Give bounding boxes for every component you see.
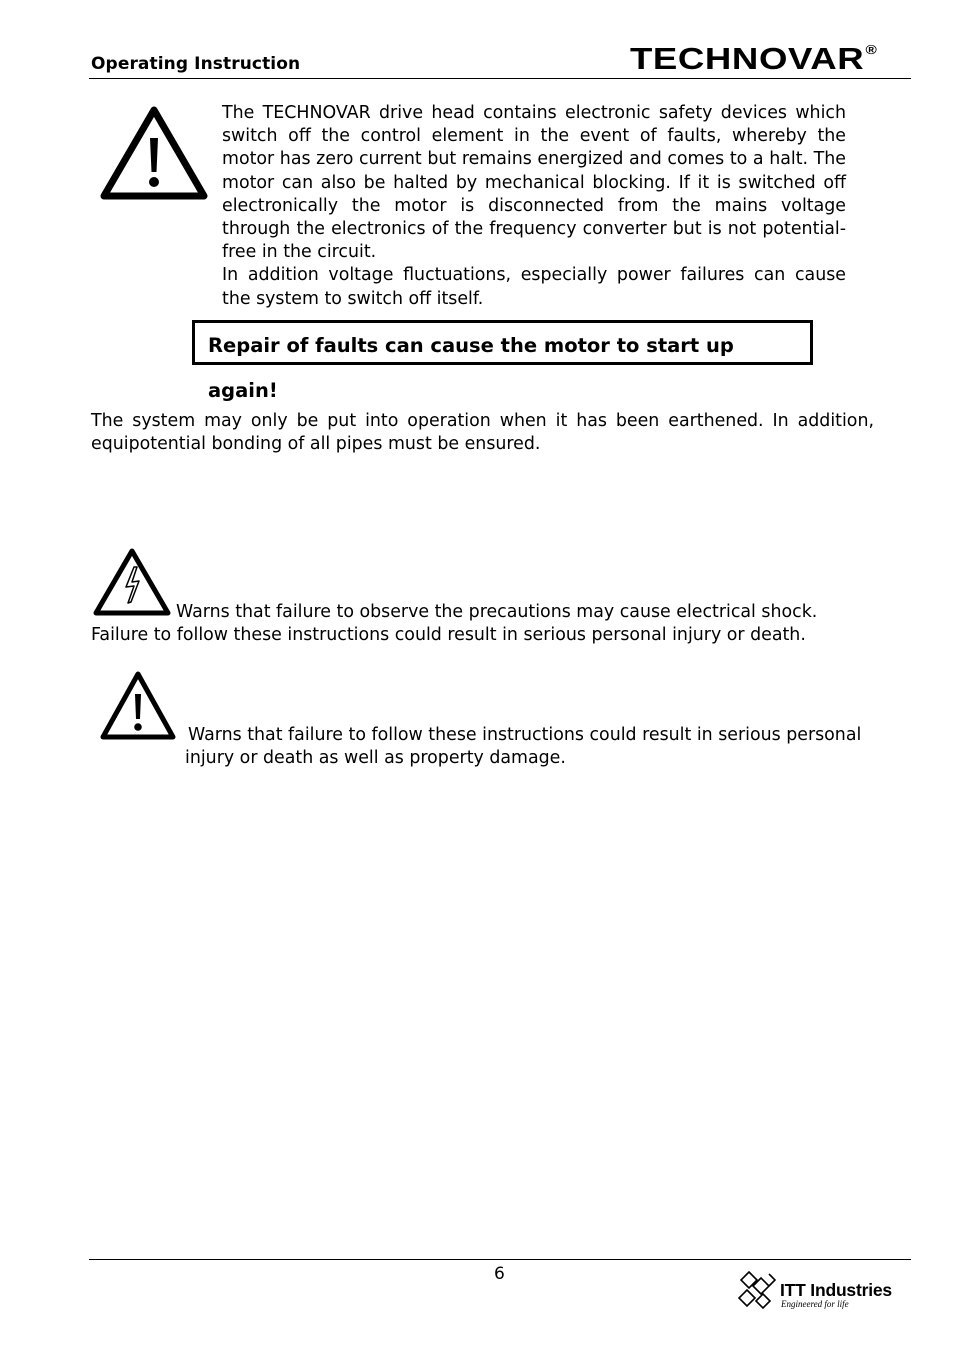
electrical-warning-line-1: Warns that failure to observe the precautions may cause electrical shock. (176, 602, 818, 622)
warning-text (222, 102, 846, 311)
registered-mark: ® (865, 41, 878, 57)
company-tagline: Engineered for life (781, 1299, 849, 1309)
restart-notice-box: Repair of faults can cause the motor to start up again! (192, 320, 813, 365)
page-number: 6 (494, 1264, 505, 1284)
general-warning-line-2: injury or death as well as property damage. (185, 748, 566, 768)
earthing-paragraph: The system may only be put into operation when it has been earthened. In addition, equipotential bonding of all pipes must be ensured. (91, 411, 874, 455)
general-warning-line-1: Warns that failure to follow these instructions could result in serious personal (188, 725, 862, 745)
electrical-warning-line-2: Failure to follow these instructions could result in serious personal injury or death. (91, 625, 806, 645)
brand-logo (630, 41, 877, 77)
electrical-hazard-icon (92, 547, 172, 617)
warning-paragraph-1: The TECHNOVAR drive head contains electronic safety devices which switch off the control element in the event of faults, whereby the motor has zero current but remains energized and comes to a halt. The motor can also be halted by mechanical blocking. If it is switched off electronically the motor is disconnected from the mains voltage through the electronics of the frequency converter but is not potential-free in the circuit. (222, 103, 846, 263)
itt-logo-icon (737, 1270, 777, 1310)
warning-triangle-icon (100, 104, 208, 200)
header-title: Operating Instruction (91, 54, 301, 74)
company-name: ITT Industries (780, 1280, 892, 1300)
warning-paragraph-2: In addition voltage fluctuations, especially power failures can cause the system to switch off itself. (222, 265, 846, 309)
header-rule (89, 78, 911, 79)
brand-name: TECHNOVAR (630, 41, 865, 76)
footer-rule (89, 1259, 911, 1260)
warning-triangle-icon (99, 670, 177, 742)
